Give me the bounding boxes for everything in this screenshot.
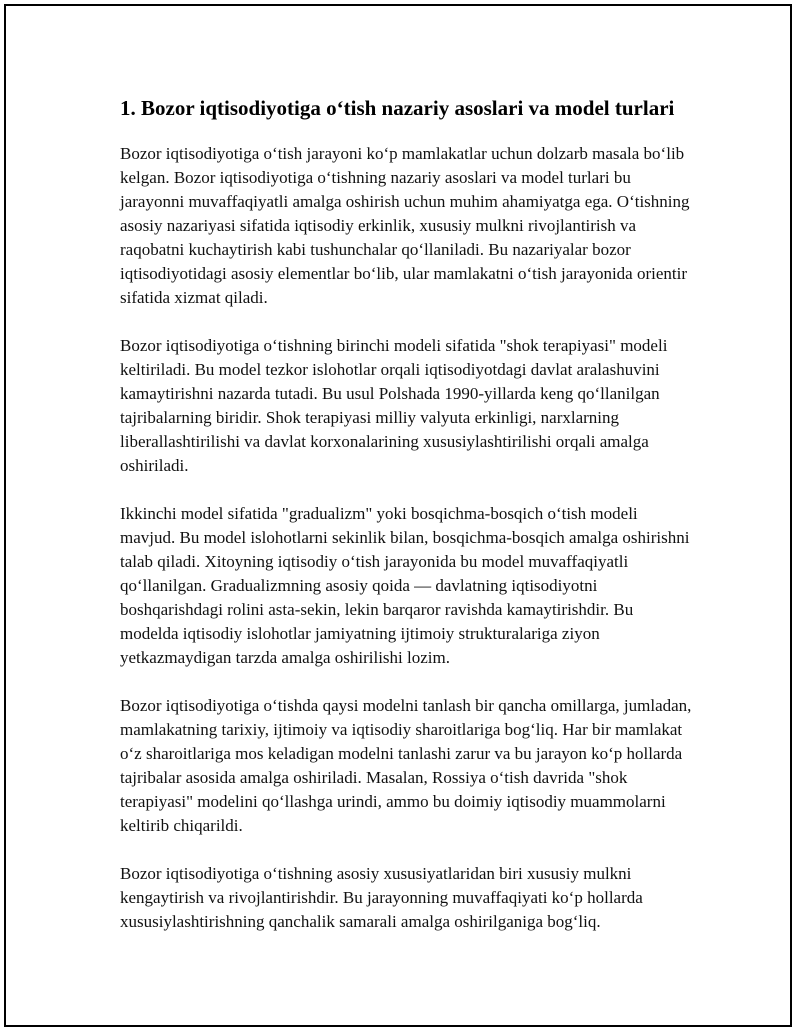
section-title: 1. Bozor iqtisodiyotiga o‘tish nazariy asoslari va model turlari: [120, 96, 675, 120]
paragraph-5: Bozor iqtisodiyotiga o‘tishning asosiy xususiyatlaridan biri xususiy mulkni kengaytirish va rivojlantirishdir. Bu jarayonning muvaffaqiyati ko‘p hollarda xususiylashtirishning qanchalik samarali amalga oshirilganiga bog‘liq.: [120, 864, 643, 931]
paragraph-4: Bozor iqtisodiyotiga o‘tishda qaysi modelni tanlash bir qancha omillarga, jumladan, mamlakatning tarixiy, ijtimoiy va iqtisodiy sharoitlariga bog‘liq. Har bir mamlakat o‘z sharoitlariga mos keladigan modelni tanlashi zarur va bu jarayon ko‘p hollarda tajribalar asosida amalga oshiriladi. Masalan, Rossiya o‘tish davrida "shok terapiyasi" modelini qo‘llashga urindi, ammo bu doimiy iqtisodiy muammolarni keltirib chiqarildi.: [120, 696, 692, 835]
document-body: [120, 94, 692, 958]
paragraph-1: Bozor iqtisodiyotiga o‘tish jarayoni ko‘p mamlakatlar uchun dolzarb masala bo‘lib kelgan. Bozor iqtisodiyotiga o‘tishning nazariy asoslari va model turlari bu jarayonni muvaffaqiyatli amalga oshirish uchun muhim ahamiyatga ega. O‘tishning asosiy nazariyasi sifatida iqtisodiy erkinlik, xususiy mulkni rivojlantirish va raqobatni kuchaytirish kabi tushunchalar qo‘llaniladi. Bu nazariyalar bozor iqtisodiyotidagi asosiy elementlar bo‘lib, ular mamlakatni o‘tish jarayonida orientir sifatida xizmat qiladi.: [120, 144, 690, 307]
page-frame: [4, 4, 792, 1027]
paragraph-2: Bozor iqtisodiyotiga o‘tishning birinchi modeli sifatida "shok terapiyasi" modeli keltiriladi. Bu model tezkor islohotlar orqali iqtisodiyotdagi davlat aralashuvini kamaytirishni nazarda tutadi. Bu usul Polshada 1990-yillarda keng qo‘llanilgan tajribalarning biridir. Shok terapiyasi milliy valyuta erkinligi, narxlarning liberallashtirilishi va davlat korxonalarining xususiylashtirilishi orqali amalga oshiriladi.: [120, 336, 668, 475]
paragraph-3: Ikkinchi model sifatida "gradualizm" yoki bosqichma-bosqich o‘tish modeli mavjud. Bu model islohotlarni sekinlik bilan, bosqichma-bosqich amalga oshirishni talab qiladi. Xitoyning iqtisodiy o‘tish jarayonida bu model muvaffaqiyatli qo‘llanilgan. Gradualizmning asosiy qoida — davlatning iqtisodiyotni boshqarishdagi rolini asta-sekin, lekin barqaror ravishda kamaytirishdir. Bu modelda iqtisodiy islohotlar jamiyatning ijtimoiy strukturalariga ziyon yetkazmaydigan tarzda amalga oshirilishi lozim.: [120, 504, 690, 667]
